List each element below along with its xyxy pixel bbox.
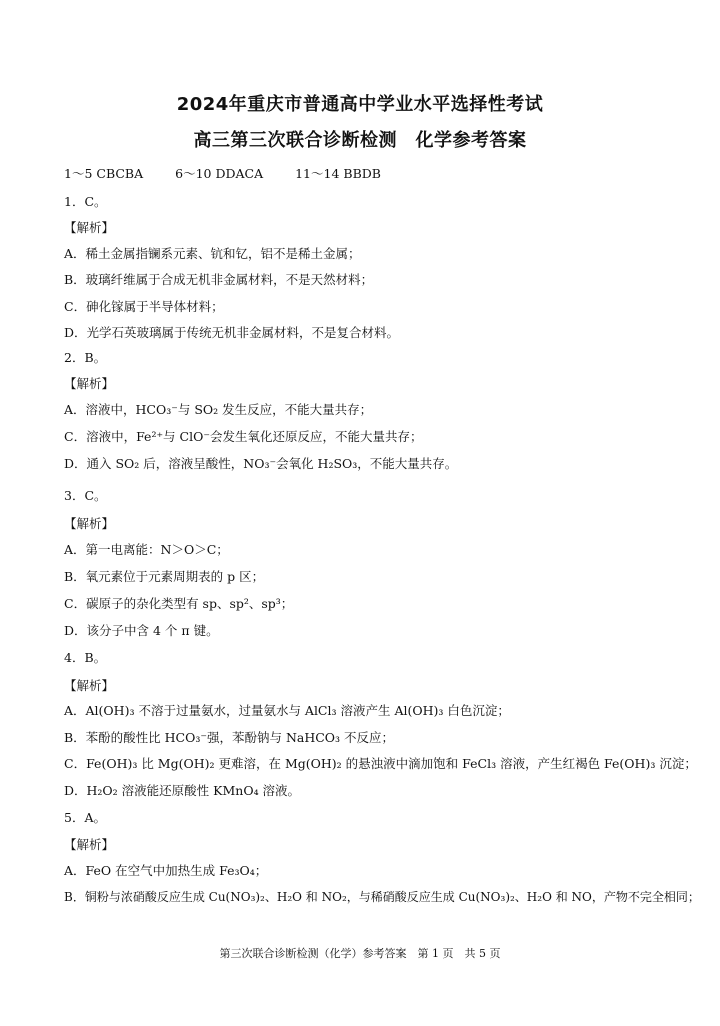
answers-summary bbox=[64, 164, 409, 182]
q3-option-a: A．第一电离能：N＞O＞C； bbox=[64, 542, 229, 557]
q2-analysis-label: 【解析】 bbox=[64, 376, 115, 391]
q1-option-a: A．稀土金属指镧系元素、钪和钇，铝不是稀土金属； bbox=[64, 246, 361, 261]
q3-option-b: B．氧元素位于元素周期表的 p 区； bbox=[64, 569, 265, 584]
q3-analysis-label: 【解析】 bbox=[64, 516, 115, 531]
q5-option-b: B．铜粉与浓硝酸反应生成 Cu(NO₃)₂、H₂O 和 NO₂，与稀硝酸反应生成 Cu(NO₃)₂、H₂O 和 NO，产物不完全相同； bbox=[64, 890, 700, 904]
q2-option-c: C．溶液中，Fe²⁺与 ClO⁻会发生氧化还原反应，不能大量共存； bbox=[64, 429, 423, 444]
q4-option-d: D．H₂O₂ 溶液能还原酸性 KMnO₄ 溶液。 bbox=[64, 783, 301, 798]
q4-option-a: A．Al(OH)₃ 不溶于过量氨水，过量氨水与 AlCl₃ 溶液产生 Al(OH)₃ 白色沉淀； bbox=[64, 703, 510, 718]
exam-subtitle: 高三第三次联合诊断检测 化学参考答案 bbox=[193, 130, 527, 151]
q3-option-c: C．碳原子的杂化类型有 sp、sp²、sp³； bbox=[64, 596, 294, 611]
q4-answer: 4．B。 bbox=[64, 650, 107, 665]
page-footer: 第三次联合诊断检测（化学）参考答案 第 1 页 共 5 页 bbox=[219, 947, 501, 960]
q3-answer: 3．C。 bbox=[64, 488, 107, 503]
q1-option-c: C．砷化镓属于半导体材料； bbox=[64, 299, 224, 314]
answers-6-10: 6～10 DDACA bbox=[175, 166, 264, 181]
q5-answer: 5．A。 bbox=[64, 810, 106, 825]
q2-option-d: D．通入 SO₂ 后，溶液呈酸性，NO₃⁻会氧化 H₂SO₃，不能大量共存。 bbox=[64, 456, 458, 471]
q4-analysis-label: 【解析】 bbox=[64, 678, 115, 693]
q2-option-a: A．溶液中，HCO₃⁻与 SO₂ 发生反应，不能大量共存； bbox=[64, 402, 373, 417]
q1-option-b: B．玻璃纤维属于合成无机非金属材料，不是天然材料； bbox=[64, 272, 374, 287]
q1-option-d: D．光学石英玻璃属于传统无机非金属材料，不是复合材料。 bbox=[64, 325, 400, 340]
answers-1-5: 1～5 CBCBA bbox=[64, 166, 144, 181]
q4-option-b: B．苯酚的酸性比 HCO₃⁻强，苯酚钠与 NaHCO₃ 不反应； bbox=[64, 730, 395, 745]
exam-title: 2024年重庆市普通高中学业水平选择性考试 bbox=[176, 94, 544, 115]
answers-11-14: 11～14 BBDB bbox=[295, 166, 381, 181]
q5-option-a: A．FeO 在空气中加热生成 Fe₃O₄； bbox=[64, 863, 268, 878]
q1-answer: 1．C。 bbox=[64, 194, 107, 209]
q3-option-d: D．该分子中含 4 个 π 键。 bbox=[64, 623, 219, 638]
q4-option-c: C．Fe(OH)₃ 比 Mg(OH)₂ 更难溶，在 Mg(OH)₂ 的悬浊液中滴加饱和 FeCl₃ 溶液，产生红褐色 Fe(OH)₃ 沉淀； bbox=[64, 756, 697, 771]
q5-analysis-label: 【解析】 bbox=[64, 837, 115, 852]
q1-analysis-label: 【解析】 bbox=[64, 220, 115, 235]
q2-answer: 2．B。 bbox=[64, 350, 107, 365]
